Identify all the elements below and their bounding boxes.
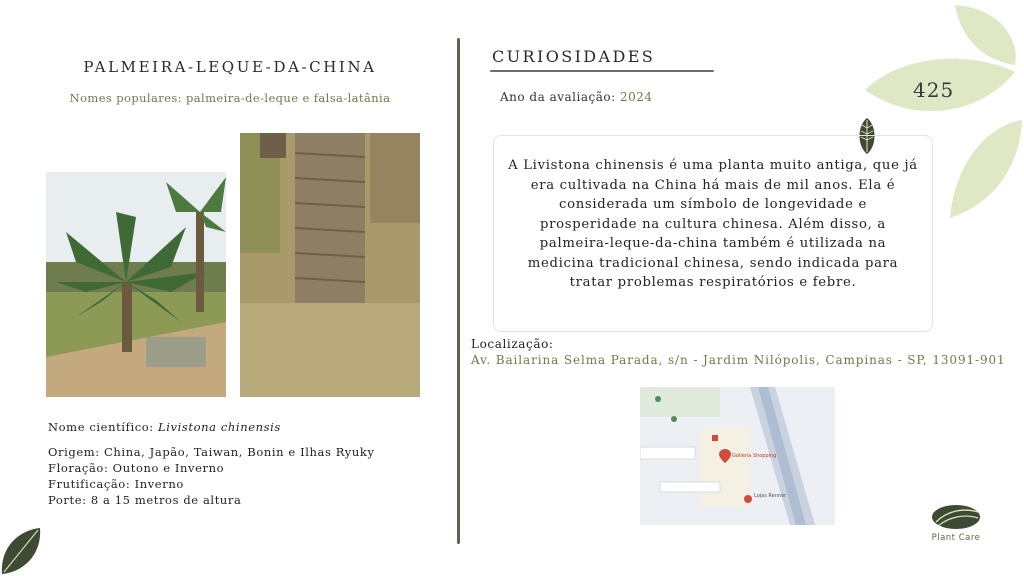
title-underline bbox=[490, 70, 714, 72]
map-label-galleria: Galleria Shopping bbox=[732, 453, 777, 459]
scientific-name bbox=[48, 419, 281, 435]
location-map[interactable] bbox=[640, 387, 835, 525]
popular-names-value: palmeira-de-leque e falsa-latânia bbox=[186, 91, 391, 105]
location-address: Av. Bailarina Selma Parada, s/n - Jardim Nilópolis, Campinas - SP, 13091-901 bbox=[471, 353, 1006, 367]
palm-photo-full bbox=[46, 172, 226, 397]
evaluation-year-label: Ano da avaliação: bbox=[500, 90, 616, 104]
column-divider bbox=[457, 38, 460, 544]
plant-details bbox=[48, 444, 378, 508]
leaf-decoration-bottom-left bbox=[0, 526, 42, 576]
curiosities-text: A Livistona chinensis é uma planta muito antiga, que já era cultivada na China há mais de mil anos. Ela é considerada um símbolo de longevidade e prosperidade na cultura chinesa. Além disso, a palmeira-leque-da-china também é utilizada na medicina tradicional chinesa, sendo indicada para tratar problemas respiratórios e febre. bbox=[508, 158, 918, 290]
popular-names-label: Nomes populares: bbox=[69, 91, 182, 105]
scientific-name-value: Livistona chinensis bbox=[158, 420, 281, 434]
plant-care-logo-icon bbox=[930, 502, 982, 532]
location-label: Localização: bbox=[471, 337, 554, 351]
brand-name: Plant Care bbox=[931, 533, 981, 543]
detail-origin: Origem: China, Japão, Taiwan, Bonin e Ilhas Ryuky bbox=[48, 445, 375, 459]
popular-names bbox=[48, 91, 412, 105]
evaluation-year-value: 2024 bbox=[619, 90, 653, 104]
detail-size: Porte: 8 a 15 metros de altura bbox=[48, 493, 242, 507]
scientific-name-label: Nome científico: bbox=[48, 420, 154, 434]
map-label-renner: Lojas Renner bbox=[754, 493, 787, 499]
palm-trunk-photo bbox=[240, 133, 420, 397]
curiosities-card bbox=[493, 135, 933, 332]
detail-fruiting: Frutificação: Inverno bbox=[48, 477, 184, 491]
evaluation-year bbox=[500, 90, 653, 104]
curiosities-title: CURIOSIDADES bbox=[492, 47, 656, 66]
plant-title: PALMEIRA-LEQUE-DA-CHINA bbox=[83, 58, 377, 76]
plant-number: 425 bbox=[913, 78, 955, 102]
detail-flowering: Floração: Outono e Inverno bbox=[48, 461, 225, 475]
